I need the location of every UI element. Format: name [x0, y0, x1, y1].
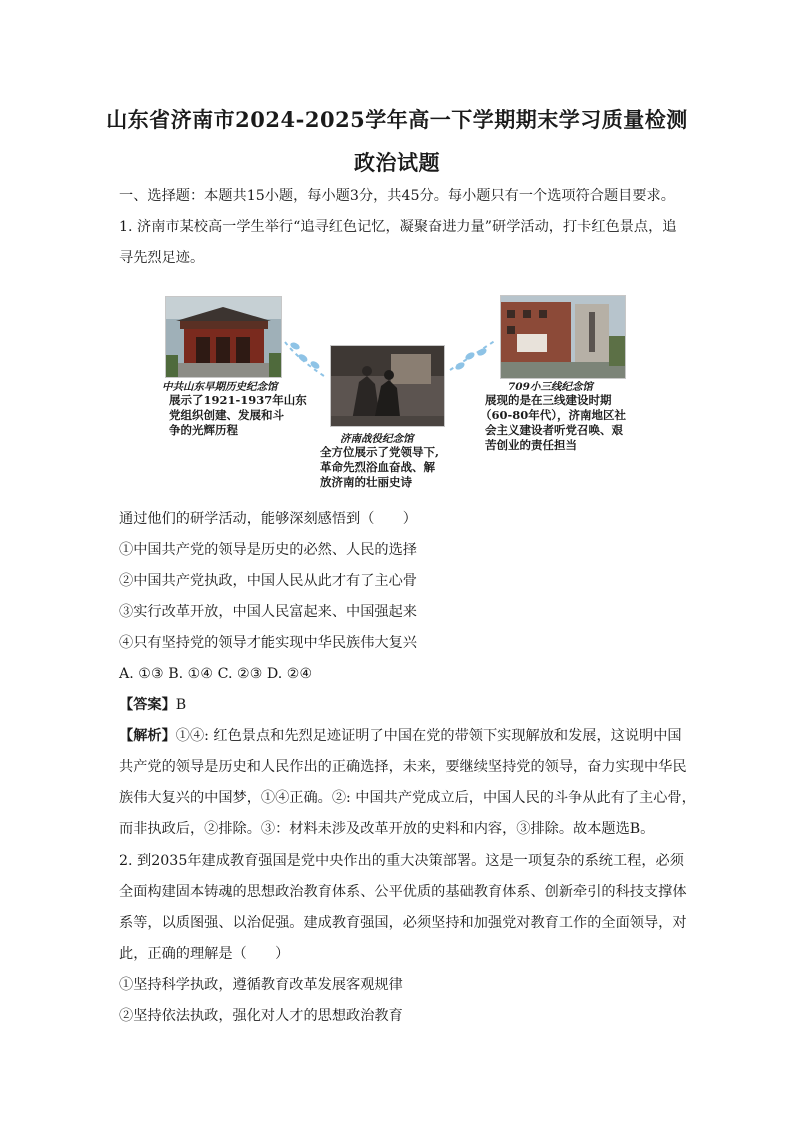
- page-title-line1: 山东省济南市2024-2025学年高一下学期期末学习质量检测: [106, 107, 688, 132]
- q2-stem-line4: 此，正确的理解是（ ）: [119, 946, 290, 962]
- answer-label: 【答案】: [119, 697, 176, 713]
- q2-stem-line2: 全面构建固本铸魂的思想政治教育体系、公平优质的基础教育体系、创新牵引的科技支撑体: [119, 884, 687, 900]
- site3-desc-line1: 展现的是在三线建设时期: [485, 393, 612, 407]
- q1-figure: [160, 290, 635, 495]
- q1-option-2: ②中国共产党执政，中国人民从此才有了主心骨: [119, 573, 417, 589]
- footprints-icon: [448, 330, 498, 375]
- site2-name: 济南战役纪念馆: [340, 433, 414, 445]
- site3-desc-line2: （60-80年代），济南地区社: [480, 408, 627, 422]
- photo-memorial-hall-3: [500, 295, 626, 379]
- site1-name: 中共山东早期历史纪念馆: [162, 381, 278, 393]
- site1-desc-line2: 党组织创建、发展和斗: [169, 408, 284, 422]
- q2-option-2: ②坚持依法执政，强化对人才的思想政治教育: [119, 1008, 403, 1024]
- site1-desc-line1: 展示了1921-1937年山东: [169, 393, 307, 407]
- q2-stem-line1: 2. 到2035年建成教育强国是党中央作出的重大决策部署。这是一项复杂的系统工程，必须: [119, 853, 684, 869]
- q2-stem-line3: 系等，以质图强、以治促强。建成教育强国，必须坚持和加强党对教育工作的全面领导，对: [119, 915, 687, 931]
- q2-option-1: ①坚持科学执政，遵循教育改革发展客观规律: [119, 977, 403, 993]
- site3-desc-line3: 会主义建设者听党召唤、艰: [485, 423, 623, 437]
- q1-analysis-line1: [119, 726, 682, 746]
- q1-analysis-line4: 而非执政后，②排除。③：材料未涉及改革开放的史料和内容，③排除。故本题选B。: [119, 821, 655, 837]
- answer-value: B: [175, 697, 187, 713]
- memorial-hall-1-image: [166, 297, 281, 377]
- q1-answer: [119, 695, 679, 715]
- site2-desc-line3: 放济南的壮丽史诗: [320, 475, 412, 489]
- site2-desc-line1: 全方位展示了党领导下,: [320, 445, 440, 459]
- section-heading: 一、选择题：本题共15小题，每小题3分，共45分。每小题只有一个选项符合题目要求。: [119, 188, 675, 204]
- site3-desc-line4: 苦创业的责任担当: [485, 438, 577, 452]
- q1-choices: A. ①③ B. ①④ C. ②③ D. ②④: [119, 666, 313, 682]
- site1-desc-line3: 争的光辉历程: [169, 423, 238, 437]
- analysis-label: 【解析】: [119, 728, 176, 744]
- q1-option-1: ①中国共产党的领导是历史的必然、人民的选择: [119, 542, 417, 558]
- q1-analysis-line2: 共产党的领导是历史和人民作出的正确选择，未来，要继续坚持党的领导，奋力实现中华民: [119, 759, 687, 775]
- q1-stem-line2: 寻先烈足迹。: [119, 250, 205, 266]
- page-title-line2: 政治试题: [354, 150, 440, 175]
- q1-stem-line1: 1. 济南市某校高一学生举行“追寻红色记忆，凝聚奋进力量”研学活动，打卡红色景点，追: [119, 219, 677, 235]
- photo-memorial-hall-1: [165, 296, 282, 378]
- q1-option-3: ③实行改革开放，中国人民富起来、中国强起来: [119, 604, 417, 620]
- site3-name: 709小三线纪念馆: [508, 381, 593, 393]
- site2-desc-line2: 革命先烈浴血奋战、解: [320, 460, 435, 474]
- analysis-text-1: ①④: 红色景点和先烈足迹证明了中国在党的带领下实现解放和发展，这说明中国: [175, 728, 682, 744]
- footprints-icon: [283, 338, 331, 383]
- memorial-hall-3-image: [501, 296, 625, 378]
- memorial-hall-2-image: [331, 346, 444, 426]
- q1-analysis-line3: 族伟大复兴的中国梦，①④正确。②: 中国共产党成立后，中国人民的斗争从此有了主心骨，: [119, 790, 696, 806]
- photo-memorial-hall-2: [330, 345, 445, 427]
- q1-prompt: 通过他们的研学活动，能够深刻感悟到（ ）: [119, 511, 417, 527]
- q1-option-4: ④只有坚持党的领导才能实现中华民族伟大复兴: [119, 635, 417, 651]
